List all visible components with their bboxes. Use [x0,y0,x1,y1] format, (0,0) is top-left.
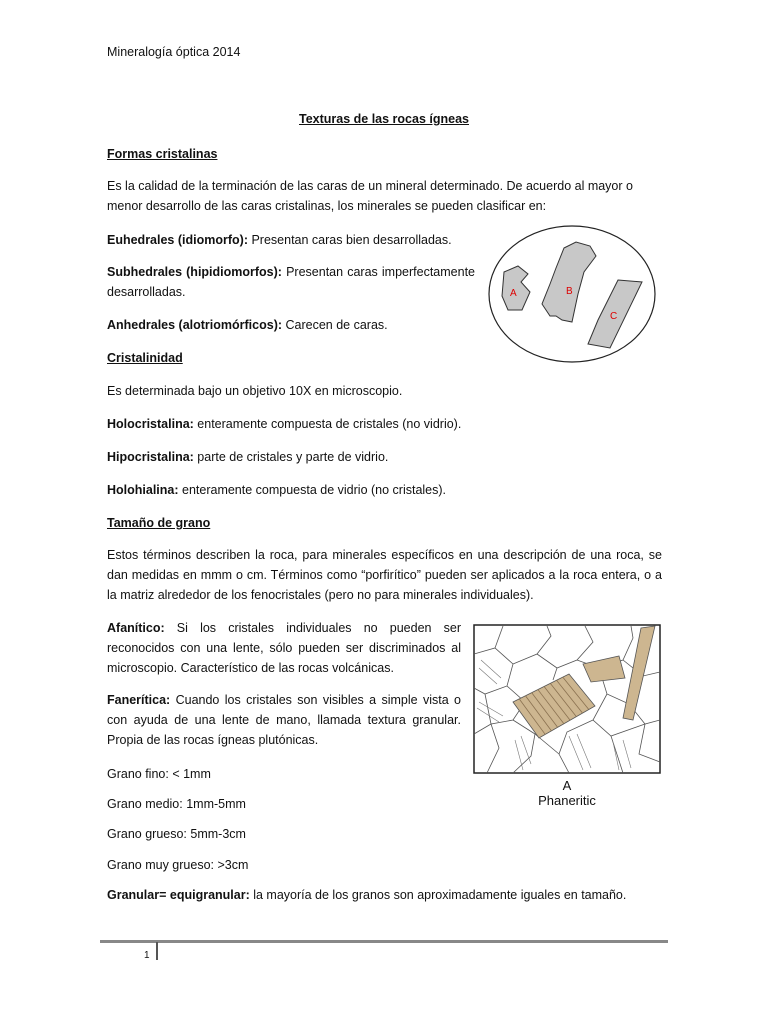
phaneritic-texture-figure [473,624,661,774]
figure-letter: A [562,778,572,793]
def-afanitico [107,618,461,678]
page-number: 1 [144,950,150,961]
def-subhedrales [107,262,475,302]
definition: Carecen de caras. [282,318,388,332]
term: Granular= equigranular: [107,888,250,902]
definition: Presentan caras bien desarrolladas. [247,233,452,247]
def-granular [107,885,626,905]
grain-size-medium: Grano medio: 1mm-5mm [107,797,246,811]
definition: enteramente compuesta de vidrio (no cristales). [178,483,447,497]
term: Anhedrales (alotriomórficos): [107,318,283,332]
crystal-label-c: C [610,311,618,322]
figure-caption-text: Phaneritic [538,793,596,808]
footer-rule [100,940,668,943]
crystal-forms-figure [486,224,660,366]
tamano-intro: Estos términos describen la roca, para minerales específicos en una descripción de una roca, se dan medidas en mmm o cm. Términos como “porfirítico” pueden ser aplicados a la roca entera, o a la matriz alrededor de los fenocristales (pero no para minerales individuales). [107,548,662,602]
cristalinidad-intro: Es determinada bajo un objetivo 10X en microscopio. [107,384,403,398]
def-hipocristalina [107,447,388,467]
footer-tick [156,942,158,960]
definition: parte de cristales y parte de vidrio. [193,450,389,464]
definition: Presentan caras imperfectamente desarrolladas. [107,265,475,299]
crystal-label-b: B [566,286,573,297]
formas-intro: Es la calidad de la terminación de las caras de un mineral determinado. De acuerdo al mayor o menor desarrollo de las caras cristalinas, los minerales se pueden clasificar en: [107,179,633,213]
section-heading-tamano: Tamaño de grano [107,516,211,530]
def-holohialina [107,480,446,500]
crystal-label-a: A [510,288,517,299]
term: Subhedrales (hipidiomorfos): [107,265,282,279]
def-holocristalina [107,414,461,434]
definition: la mayoría de los granos son aproximadamente iguales en tamaño. [249,888,627,902]
def-euhedrales [107,230,477,250]
definition: Cuando los cristales son visibles a simple vista o con ayuda de una lente de mano, llamada textura granular. Propia de las rocas ígneas plutónicas. [107,693,461,747]
grain-size-fine: Grano fino: < 1mm [107,767,211,781]
section-heading-cristalinidad: Cristalinidad [107,351,183,365]
definition: Si los cristales individuales no pueden ser reconocidos con una lente, sólo pueden ser discriminados al microscopio. Característico de las rocas volcánicas. [107,621,461,675]
grain-size-very-coarse: Grano muy grueso: >3cm [107,858,249,872]
term: Afanítico: [107,621,165,635]
term: Holocristalina: [107,417,194,431]
section-heading-formas: Formas cristalinas [107,147,218,161]
running-header: Mineralogía óptica 2014 [107,45,241,59]
term: Holohialina: [107,483,179,497]
grain-size-coarse: Grano grueso: 5mm-3cm [107,827,246,841]
document-title: Texturas de las rocas ígneas [299,112,469,126]
definition: enteramente compuesta de cristales (no vidrio). [193,417,462,431]
term: Euhedrales (idiomorfo): [107,233,248,247]
term: Fanerítica: [107,693,171,707]
term: Hipocristalina: [107,450,194,464]
def-faneritica [107,690,461,750]
figure-caption [473,778,661,808]
def-anhedrales [107,315,477,335]
